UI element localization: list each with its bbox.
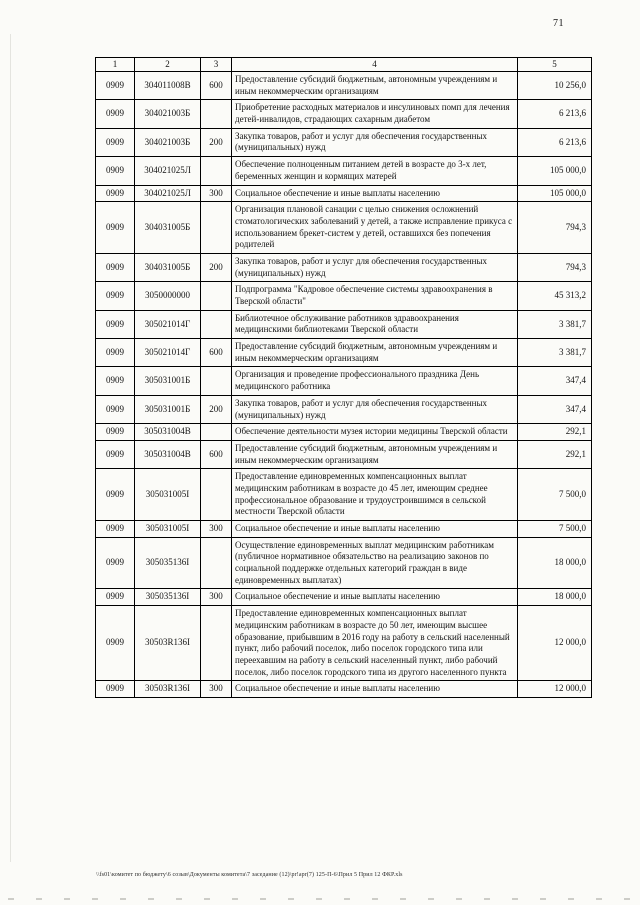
cell-expense-type-code (201, 424, 232, 441)
cell-expense-type-code: 200 (201, 395, 232, 423)
cell-target-article-code: 305021014Г (135, 339, 201, 367)
cell-target-article-code: 304021003Б (135, 100, 201, 128)
cell-description: Библиотечное обслуживание работников здравоохранения медицинскими библиотеками Тверской области (232, 310, 518, 338)
cell-description: Предоставление единовременных компенсационных выплат медицинским работникам в возрасте до 50 лет, имеющим высшее образование, прибывшим в 2016 году на работу в сельский населенный пункт, либо рабочий поселок, либо поселок городского типа или переехавшим на работу в сельский населенный пункт, либо рабочий поселок, либо поселок городского типа из другого населенного пункта (232, 606, 518, 681)
cell-target-article-code: 305035136I (135, 537, 201, 589)
cell-target-article-code: 305031005I (135, 521, 201, 538)
table-row (96, 339, 592, 367)
budget-appropriations-table (95, 57, 592, 698)
cell-expense-type-code (201, 282, 232, 310)
cell-section-code: 0909 (96, 339, 135, 367)
table-header-row (96, 58, 592, 72)
cell-section-code: 0909 (96, 440, 135, 468)
cell-amount: 794,3 (518, 253, 592, 281)
cell-target-article-code: 3050000000 (135, 282, 201, 310)
cell-amount: 794,3 (518, 202, 592, 254)
cell-expense-type-code: 300 (201, 681, 232, 698)
cell-target-article-code: 30503R136I (135, 606, 201, 681)
table-row (96, 440, 592, 468)
cell-amount: 292,1 (518, 424, 592, 441)
cell-target-article-code: 304031005Б (135, 202, 201, 254)
cell-expense-type-code (201, 537, 232, 589)
cell-amount: 18 000,0 (518, 589, 592, 606)
cell-description: Социальное обеспечение и иные выплаты населению (232, 681, 518, 698)
cell-target-article-code: 305035136I (135, 589, 201, 606)
table-row (96, 282, 592, 310)
table-row (96, 395, 592, 423)
header-col-2: 2 (135, 58, 201, 72)
cell-target-article-code: 305021014Г (135, 310, 201, 338)
page-number: 71 (553, 18, 564, 29)
table-row (96, 202, 592, 254)
cell-description: Закупка товаров, работ и услуг для обеспечения государственных (муниципальных) нужд (232, 253, 518, 281)
cell-amount: 292,1 (518, 440, 592, 468)
budget-table (95, 57, 591, 698)
table-row (96, 537, 592, 589)
cell-amount: 3 381,7 (518, 310, 592, 338)
cell-description: Социальное обеспечение и иные выплаты населению (232, 521, 518, 538)
cell-target-article-code: 305031001Б (135, 395, 201, 423)
cell-target-article-code: 30503R136I (135, 681, 201, 698)
cell-description: Предоставление субсидий бюджетным, автономным учреждениям и иным некоммерческим организациям (232, 72, 518, 100)
cell-amount: 45 313,2 (518, 282, 592, 310)
cell-section-code: 0909 (96, 72, 135, 100)
table-row (96, 128, 592, 156)
header-col-5: 5 (518, 58, 592, 72)
cell-section-code: 0909 (96, 202, 135, 254)
header-col-3: 3 (201, 58, 232, 72)
table-row (96, 606, 592, 681)
cell-amount: 3 381,7 (518, 339, 592, 367)
cell-amount: 10 256,0 (518, 72, 592, 100)
cell-expense-type-code: 600 (201, 339, 232, 367)
table-row (96, 589, 592, 606)
cell-description: Обеспечение деятельности музея истории медицины Тверской области (232, 424, 518, 441)
cell-section-code: 0909 (96, 681, 135, 698)
cell-section-code: 0909 (96, 589, 135, 606)
cell-section-code: 0909 (96, 521, 135, 538)
header-col-1: 1 (96, 58, 135, 72)
cell-target-article-code: 305031004В (135, 440, 201, 468)
cell-target-article-code: 304021025Л (135, 185, 201, 202)
cell-section-code: 0909 (96, 367, 135, 395)
scan-edge-artifact (10, 34, 11, 862)
cell-expense-type-code (201, 367, 232, 395)
table-row (96, 310, 592, 338)
cell-expense-type-code (201, 157, 232, 185)
table-row (96, 521, 592, 538)
footer-file-path: \\fs01\комитет по бюджету\6 созыв\Документы комитета\7 заседание (12)\pr!apr(7) 125-П-6\Прил 5 Прил 12 ФКР.xls (96, 872, 403, 878)
cell-expense-type-code: 200 (201, 253, 232, 281)
table-row (96, 367, 592, 395)
cell-section-code: 0909 (96, 395, 135, 423)
cell-amount: 347,4 (518, 395, 592, 423)
cell-section-code: 0909 (96, 253, 135, 281)
cell-section-code: 0909 (96, 310, 135, 338)
cell-description: Закупка товаров, работ и услуг для обеспечения государственных (муниципальных) нужд (232, 395, 518, 423)
cell-description: Обеспечение полноценным питанием детей в возрасте до 3-х лет, беременных женщин и кормящих матерей (232, 157, 518, 185)
cell-amount: 6 213,6 (518, 100, 592, 128)
cell-amount: 105 000,0 (518, 185, 592, 202)
cell-amount: 347,4 (518, 367, 592, 395)
table-row (96, 157, 592, 185)
cell-description: Осуществление единовременных выплат медицинским работникам (публичное нормативное обязательство на реализацию законов по социальной поддержке отдельных категорий граждан в виде единовременных выплатах) (232, 537, 518, 589)
cell-amount: 12 000,0 (518, 681, 592, 698)
cell-section-code: 0909 (96, 537, 135, 589)
cell-amount: 18 000,0 (518, 537, 592, 589)
cell-target-article-code: 305031005I (135, 469, 201, 521)
cell-expense-type-code: 300 (201, 589, 232, 606)
table-row (96, 72, 592, 100)
cell-description: Предоставление субсидий бюджетным, автономным учреждениям и иным некоммерческим организациям (232, 440, 518, 468)
budget-table-body (96, 72, 592, 698)
cell-amount: 7 500,0 (518, 521, 592, 538)
cell-section-code: 0909 (96, 128, 135, 156)
cell-description: Предоставление субсидий бюджетным, автономным учреждениям и иным некоммерческим организациям (232, 339, 518, 367)
cell-expense-type-code: 600 (201, 72, 232, 100)
cell-target-article-code: 305031004В (135, 424, 201, 441)
cell-section-code: 0909 (96, 282, 135, 310)
table-row (96, 100, 592, 128)
cell-target-article-code: 305031001Б (135, 367, 201, 395)
cell-section-code: 0909 (96, 606, 135, 681)
cell-section-code: 0909 (96, 157, 135, 185)
cell-description: Организация плановой санации с целью снижения осложнений стоматологических заболеваний у детей, а также исправление прикуса с использованием брекет-систем у детей, оставшихся без попечения родителей (232, 202, 518, 254)
cell-amount: 6 213,6 (518, 128, 592, 156)
cell-description: Организация и проведение профессионального праздника День медицинского работника (232, 367, 518, 395)
table-row (96, 469, 592, 521)
cell-expense-type-code (201, 202, 232, 254)
table-row (96, 681, 592, 698)
cell-amount: 12 000,0 (518, 606, 592, 681)
cell-expense-type-code (201, 469, 232, 521)
cell-description: Закупка товаров, работ и услуг для обеспечения государственных (муниципальных) нужд (232, 128, 518, 156)
scan-bottom-artifact (8, 898, 632, 900)
cell-target-article-code: 304021025Л (135, 157, 201, 185)
cell-section-code: 0909 (96, 185, 135, 202)
cell-description: Приобретение расходных материалов и инсулиновых помп для лечения детей-инвалидов, страдающих сахарным диабетом (232, 100, 518, 128)
cell-target-article-code: 304011008В (135, 72, 201, 100)
cell-expense-type-code: 300 (201, 185, 232, 202)
cell-expense-type-code (201, 100, 232, 128)
cell-section-code: 0909 (96, 469, 135, 521)
cell-expense-type-code (201, 310, 232, 338)
cell-amount: 7 500,0 (518, 469, 592, 521)
cell-target-article-code: 304021003Б (135, 128, 201, 156)
cell-amount: 105 000,0 (518, 157, 592, 185)
cell-target-article-code: 304031005Б (135, 253, 201, 281)
cell-expense-type-code: 200 (201, 128, 232, 156)
cell-description: Социальное обеспечение и иные выплаты населению (232, 589, 518, 606)
table-row (96, 253, 592, 281)
cell-description: Социальное обеспечение и иные выплаты населению (232, 185, 518, 202)
cell-expense-type-code: 600 (201, 440, 232, 468)
cell-section-code: 0909 (96, 100, 135, 128)
cell-description: Предоставление единовременных компенсационных выплат медицинским работникам в возрасте до 45 лет, имеющим среднее профессиональное образование и трудоустроившимся в сельской местности Тверской области (232, 469, 518, 521)
table-row (96, 185, 592, 202)
cell-description: Подпрограмма "Кадровое обеспечение системы здравоохранения в Тверской области" (232, 282, 518, 310)
cell-section-code: 0909 (96, 424, 135, 441)
table-row (96, 424, 592, 441)
cell-expense-type-code: 300 (201, 521, 232, 538)
cell-expense-type-code (201, 606, 232, 681)
header-col-4: 4 (232, 58, 518, 72)
